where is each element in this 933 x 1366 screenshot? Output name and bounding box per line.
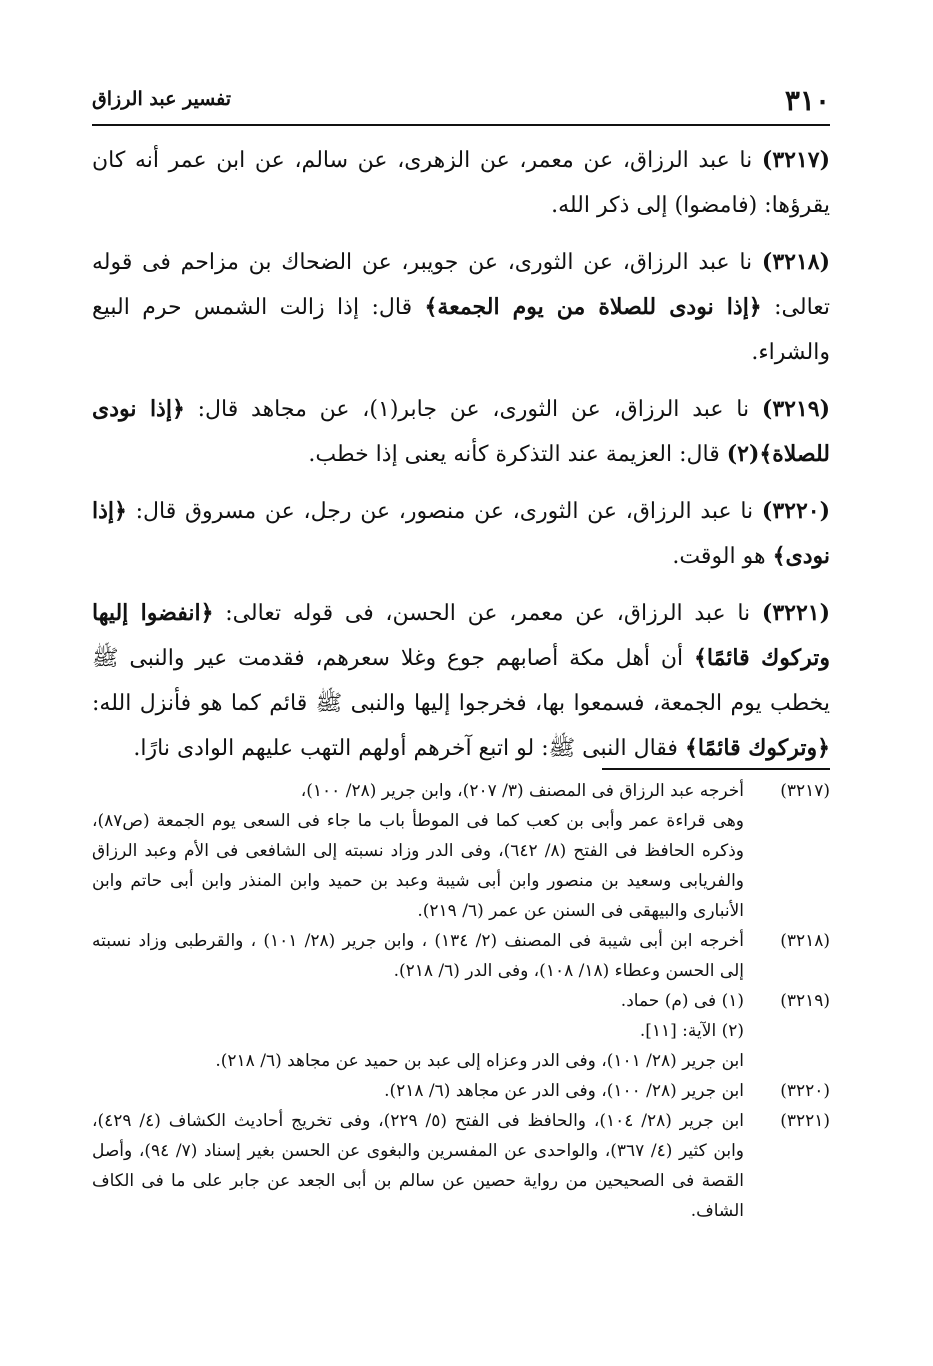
footnote-id: (٣٢١٧) [780,781,830,801]
header-rule [92,124,830,126]
page-number: ٣١٠ [784,84,830,117]
narration-text: قال: العزيمة عند التذكرة كأنه يعنى إذا خطب. [308,442,720,467]
page-header [92,84,830,124]
narration-number: (٣٢١٨) [761,249,830,275]
footnote-line: أخرجه عبد الرزاق فى المصنف (٣/ ٢٠٧)، وابن جرير (٢٨/ ١٠٠)، [300,781,744,801]
footnote-id: (٣٢١٩) [780,991,830,1011]
narration-text: نا عبد الرزاق، عن معمر، عن الحسن، فى قوله تعالى: [225,601,751,626]
narration-text: نا عبد الرزاق، عن الثورى، عن جويبر، عن الضحاك بن مزاحم فى قوله تعالى: [92,250,831,320]
footnote-id: (٣٢٢١) [780,1111,830,1131]
narration-text: فقال النبى ﷺ: لو اتبع آخرهم أولهم التهب عليهم الوادى نارًا. [133,736,678,761]
footnote-line: ابن جرير (٢٨/ ١٠١)، وفى الدر وعزاه إلى عبد بن حميد عن مجاهد (٦/ ٢١٨). [215,1051,744,1071]
footnote-3221 [92,1106,830,1226]
footnote-3218 [92,926,830,986]
footnote-line: (١) فى (م) حماد. [620,991,744,1011]
book-title: تفسير عبد الرزاق [92,88,232,110]
footnote-text [92,986,744,1076]
footnote-3220 [92,1076,830,1106]
paragraph-3220 [92,489,830,579]
main-text [92,138,830,783]
footnote-rule [602,768,830,770]
narration-text: أن أهل مكة أصابهم جوع وغلا سعرهم، فقدمت عير والنبى ﷺ يخطب يوم الجمعة، فسمعوا بها، فخرجوا إليها والنبى ﷺ قائم كما هو فأنزل الله: [92,646,830,716]
narration-text: نا عبد الرزاق، عن معمر، عن الزهرى، عن سالم، عن ابن عمر أنه كان يقرؤها: (فامضوا) إلى ذكر الله. [92,148,830,218]
narration-number: (٣٢٢١) [761,600,830,626]
quran-quote: ﴿إذا نودى للصلاة﴾(٢) [92,396,830,467]
paragraph-3217 [92,138,830,228]
footnote-id: (٣٢١٨) [780,931,830,951]
paragraph-3221 [92,591,830,771]
quran-quote: ﴿انفضوا إليها وتركوك قائمًا﴾ [92,600,830,671]
narration-text: نا عبد الرزاق، عن الثورى، عن جابر(١)، عن مجاهد قال: [197,397,750,422]
narration-text: نا عبد الرزاق، عن الثورى، عن منصور، عن رجل، عن مسروق قال: [135,499,754,524]
footnote-line: (٢) الآية: [١١]. [639,1021,744,1041]
narration-number: (٣٢١٩) [761,396,831,422]
footnote-line: أخرجه ابن أبى شيبة فى المصنف (٢/ ١٣٤) ، وابن جرير (٢٨/ ١٠١) ، والقرطبى وزاد نسبته إلى الحسن وعطاء (١٨/ ١٠٨)، وفى الدر (٦/ ٢١٨). [92,931,744,981]
quran-quote: ﴿إذا نودى﴾ [92,498,830,569]
footnote-text [92,926,744,986]
narration-number: (٣٢١٧) [761,147,830,173]
narration-text: قال: إذا زالت الشمس حرم البيع والشراء. [92,295,830,365]
footnote-text [92,1106,744,1226]
footnote-line: ابن جرير (٢٨/ ١٠٠)، وفى الدر عن مجاهد (٦/ ٢١٨). [384,1081,744,1101]
footnote-line: وهى قراءة عمر وأبى بن كعب كما فى الموطأ باب ما جاء فى السعى يوم الجمعة (ص٨٧)، وذكره الحافظ فى الفتح (٨/ ٦٤٢)، وفى الدر وزاد نسبته إلى الشافعى فى الأم وعبد الرزاق والفريابى وسعيد بن منصور وابن أبى شيبة وعبد بن حميد وابن المنذر وابن أبى حاتم وابن الأنبارى والبيهقى فى السنن عن عمر (٦/ ٢١٩). [92,811,744,921]
footnote-3219 [92,986,830,1076]
footnote-id: (٣٢٢٠) [780,1081,830,1101]
narration-number: (٣٢٢٠) [761,498,830,524]
quran-quote: ﴿وتركوك قائمًا﴾ [684,735,830,761]
narration-text: هو الوقت. [672,544,766,569]
footnote-text [92,776,744,926]
footnotes [92,776,830,1226]
paragraph-3218 [92,240,830,375]
footnote-line: ابن جرير (٢٨/ ١٠٤)، والحافظ فى الفتح (٥/ ٢٢٩)، وفى تخريج أحاديث الكشاف (٤/ ٤٢٩)، وابن كثير (٤/ ٣٦٧)، والواحدى عن المفسرين والبغوى عن الحسن بغير إسناد (٧/ ٩٤)، وأصل القصة فى الصحيحين من رواية حصين عن سالم بن أبى الجعد عن جابر على ما فى الكاف الشاف. [92,1111,745,1221]
quran-quote: ﴿إذا نودى للصلاة من يوم الجمعة﴾ [424,294,762,320]
footnote-3217 [92,776,830,926]
footnote-text [92,1076,744,1106]
paragraph-3219 [92,387,830,477]
